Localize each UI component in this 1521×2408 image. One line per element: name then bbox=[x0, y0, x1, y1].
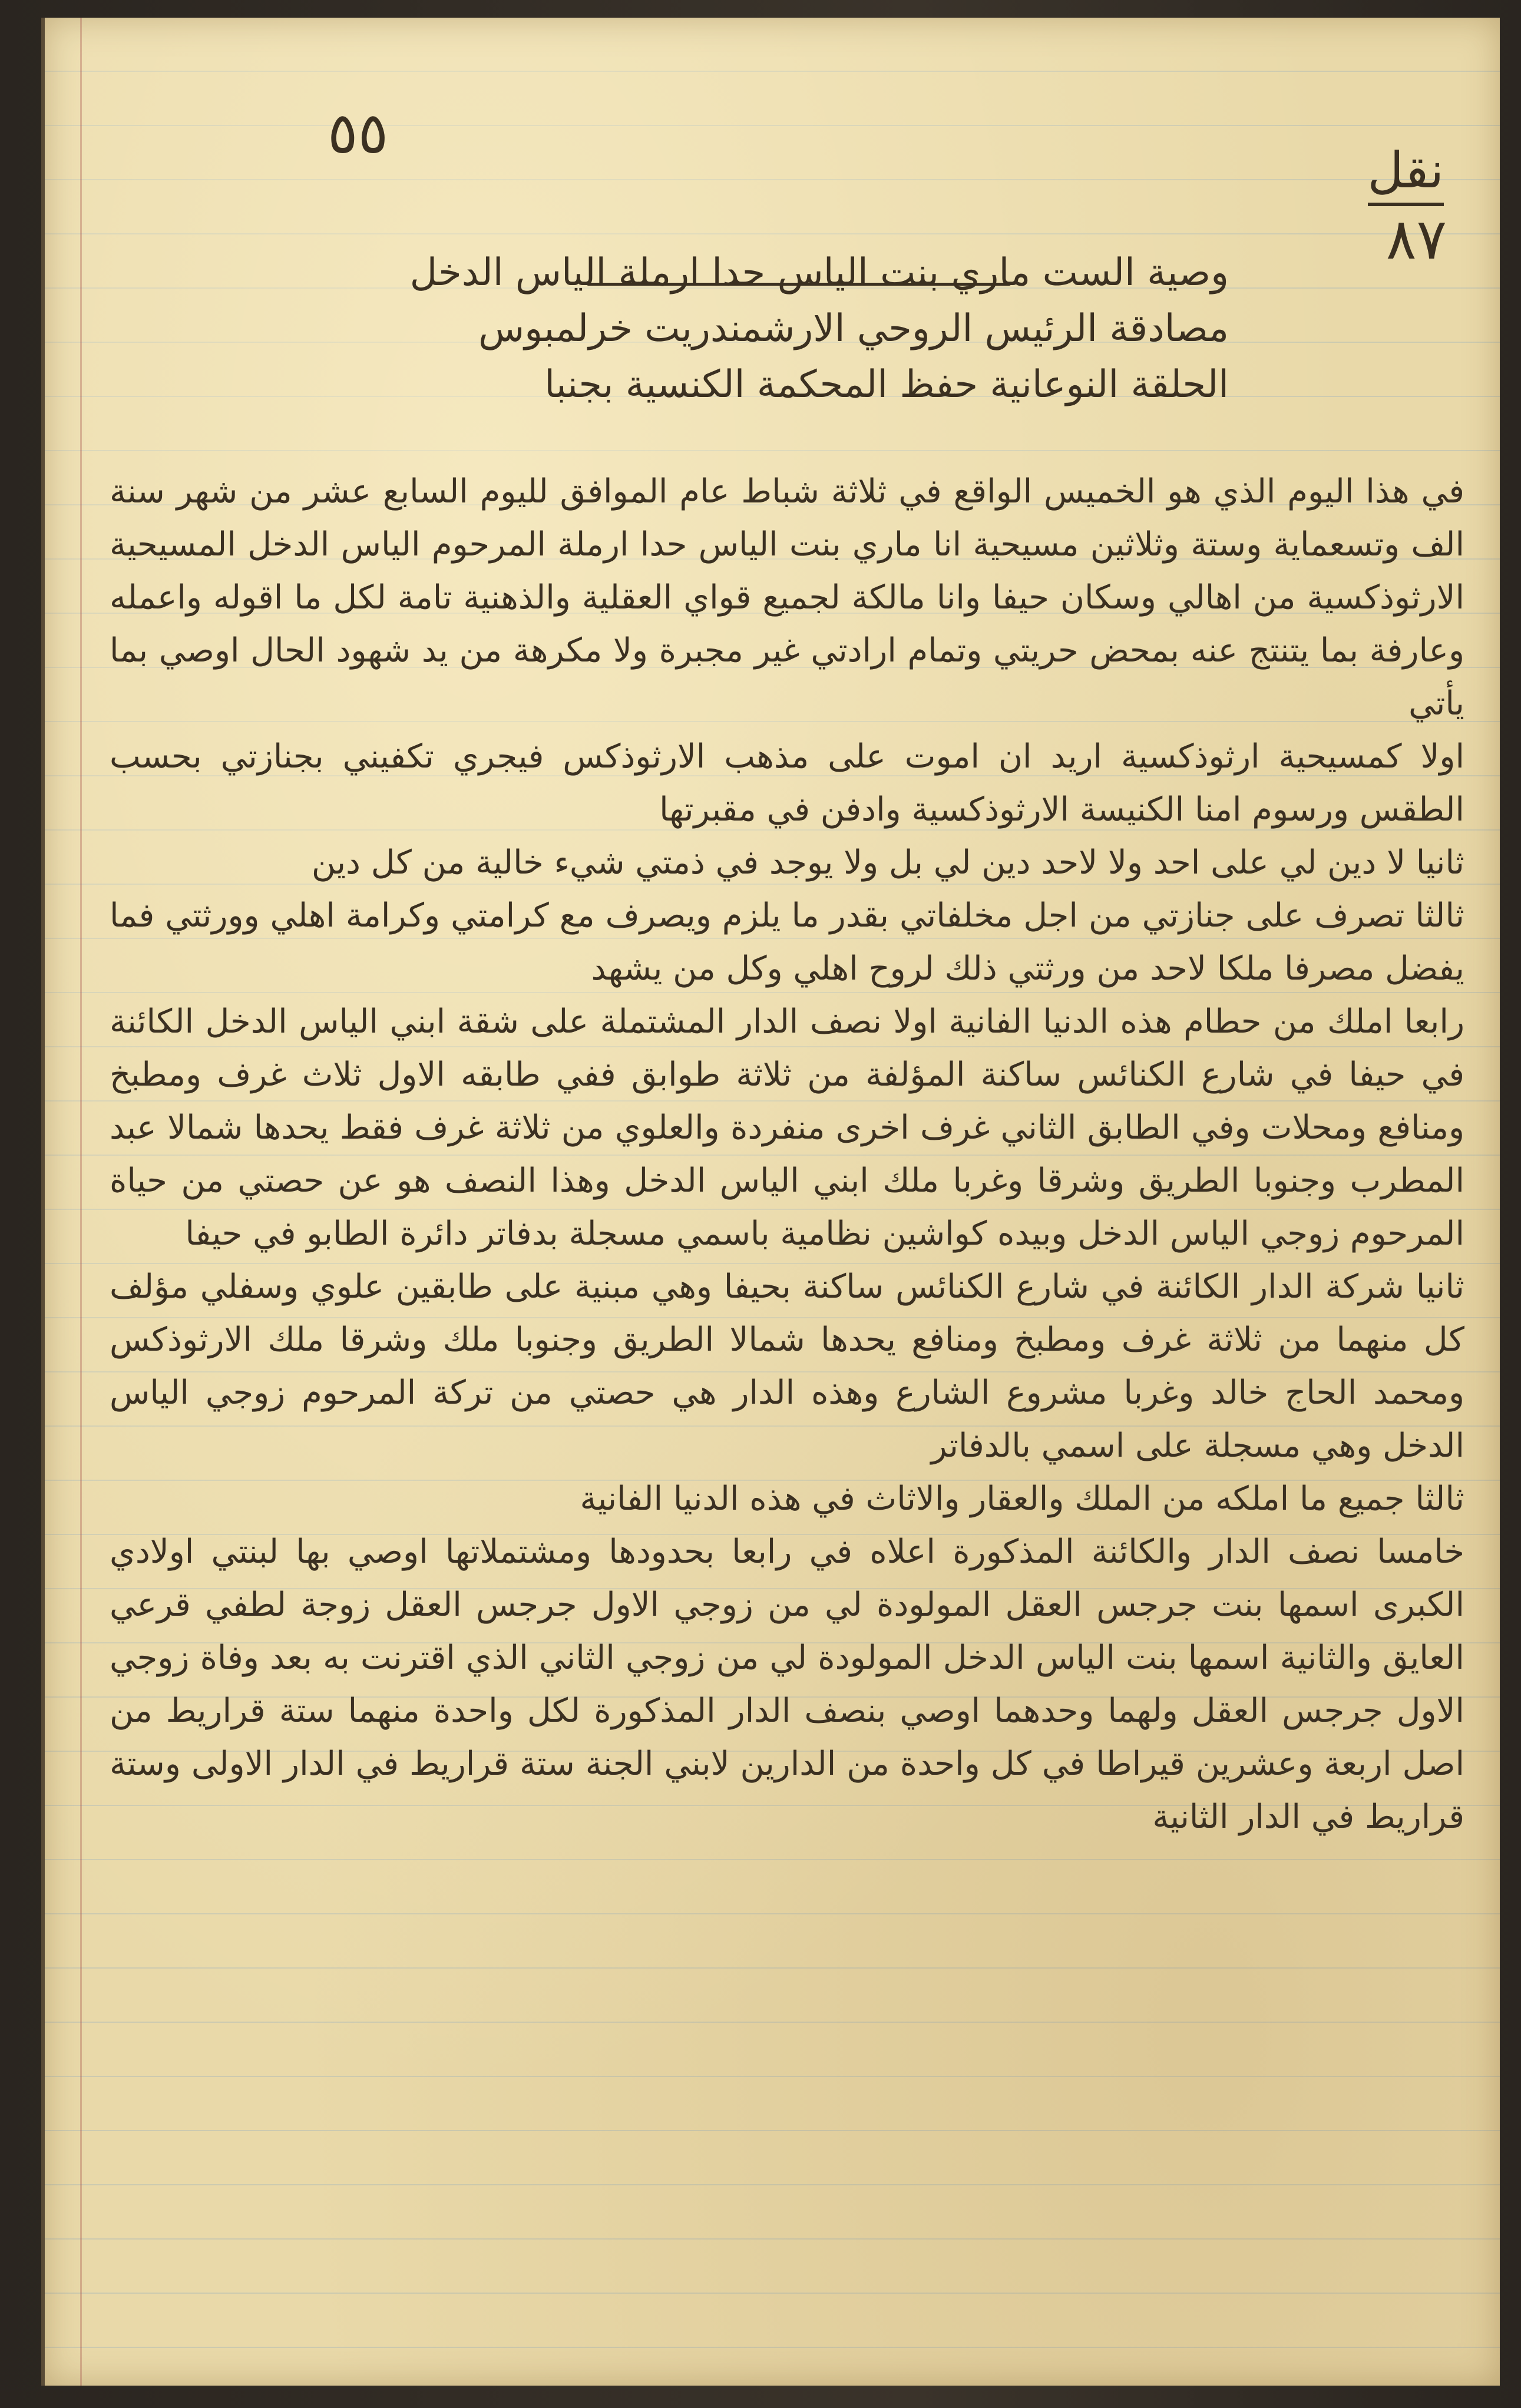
heading-line-3: الحلقة النوعانية حفظ المحكمة الكنسية بجنبا bbox=[544, 363, 1229, 406]
paragraph-fifth: خامسا نصف الدار والكائنة المذكورة اعلاه في رابعا بحدودها ومشتملاتها اوصي بها لبنتي اولادي الكبرى اسمها بنت جرجس العقل المولودة لي من زوجي الاول جرجس العقل زوجة لطفي قرعي العايق والثانية اسمها بنت الياس الدخل المولودة لي من زوجي الثاني الذي اقترنت به بعد وفاة زوجي الاول جرجس العقل ولهما وحدهما اوصي بنصف الدار المذكورة لكل واحدة منهما ستة قراريط من اصل اربعة وعشرين قيراطا في كل واحدة من الدارين لابني الجنة ستة قراريط في الدار الاولى وستة قراريط في الدار الثانية bbox=[110, 1533, 1464, 1836]
top-note: نقل bbox=[1368, 141, 1444, 206]
paragraph-fourth-b: ثانيا شركة الدار الكائنة في شارع الكنائس ساكنة بحيفا وهي مبنية على طابقين علوي وسفلي مؤلف كل منهما من ثلاثة غرف ومطبخ ومنافع يحدها شمالا الطريق وجنوبا ملك وشرقا ملك الارثوذكس ومحمد الحاج خالد وغربا مشروع الشارع وهذه الدار هي حصتي من تركة المرحوم زوجي الياس الدخل وهي مسجلة على اسمي بالدفاتر bbox=[110, 1268, 1464, 1465]
will-body bbox=[110, 465, 1464, 1844]
paragraph-fourth-c: ثالثا جميع ما املكه من الملك والعقار والاثاث في هذه الدنيا الفانية bbox=[580, 1480, 1464, 1518]
paragraph-third: ثالثا تصرف على جنازتي من اجل مخلفاتي بقدر ما يلزم ويصرف مع كرامتي وكرامة اهلي وورثتي فما يفضل مصرفا ملكا لاحد من ورثتي ذلك لروح اهلي وكل من يشهد bbox=[110, 897, 1464, 988]
manuscript-page bbox=[41, 18, 1500, 2386]
heading-line-1: وصية الست ماري بنت الياس حدا ارملة الياس الدخل bbox=[409, 251, 1229, 295]
heading-line-2: مصادقة الرئيس الروحي الارشمندريت خرلمبوس bbox=[478, 307, 1229, 350]
paragraph-preamble: في هذا اليوم الذي هو الخميس الواقع في ثلاثة شباط عام الموافق لليوم السابع عشر من شهر سنة الف وتسعماية وستة وثلاثين مسيحية انا ماري بنت الياس حدا ارملة المرحوم الياس الدخل المسيحية الارثوذكسية من اهالي وسكان حيفا وانا مالكة لجميع قواي العقلية والذهنية تامة لكل ما اقوله واعمله وعارفة بما يتنتج عنه بمحض حريتي وتمام ارادتي غير مجبرة ولا مكرهة من يد شهود الحال اوصي بما يأتي bbox=[110, 472, 1464, 723]
paragraph-fourth: رابعا املك من حطام هذه الدنيا الفانية اولا نصف الدار المشتملة على شقة ابني الياس الدخل الكائنة في حيفا في شارع الكنائس ساكنة المؤلفة من ثلاثة طوابق ففي طابقه الاول ثلاث غرف ومطبخ ومنافع ومحلات وفي الطابق الثاني غرف اخرى منفردة والعلوي من ثلاثة غرف فقط يحدها شمالا عبد المطرب وجنوبا الطريق وشرقا وغربا ملك ابني الياس الدخل وهذا النصف هو عن حصتي من حياة المرحوم زوجي الياس الدخل وبيده كواشين نظامية باسمي مسجلة بدفاتر دائرة الطابو في حيفا bbox=[110, 1003, 1464, 1253]
page-number: ٨٧ bbox=[1386, 206, 1447, 272]
paragraph-first: اولا كمسيحية ارثوذكسية اريد ان اموت على مذهب الارثوذكس فيجري تكفيني بجنازتي بحسب الطقس ورسوم امنا الكنيسة الارثوذكسية وادفن في مقبرتها bbox=[110, 737, 1465, 829]
folio-mark: ٥٥ bbox=[328, 100, 389, 166]
paragraph-second: ثانيا لا دين لي على احد ولا لاحد دين لي بل ولا يوجد في ذمتي شيء خالية من كل دين bbox=[311, 844, 1464, 882]
margin-rule bbox=[80, 18, 82, 2386]
